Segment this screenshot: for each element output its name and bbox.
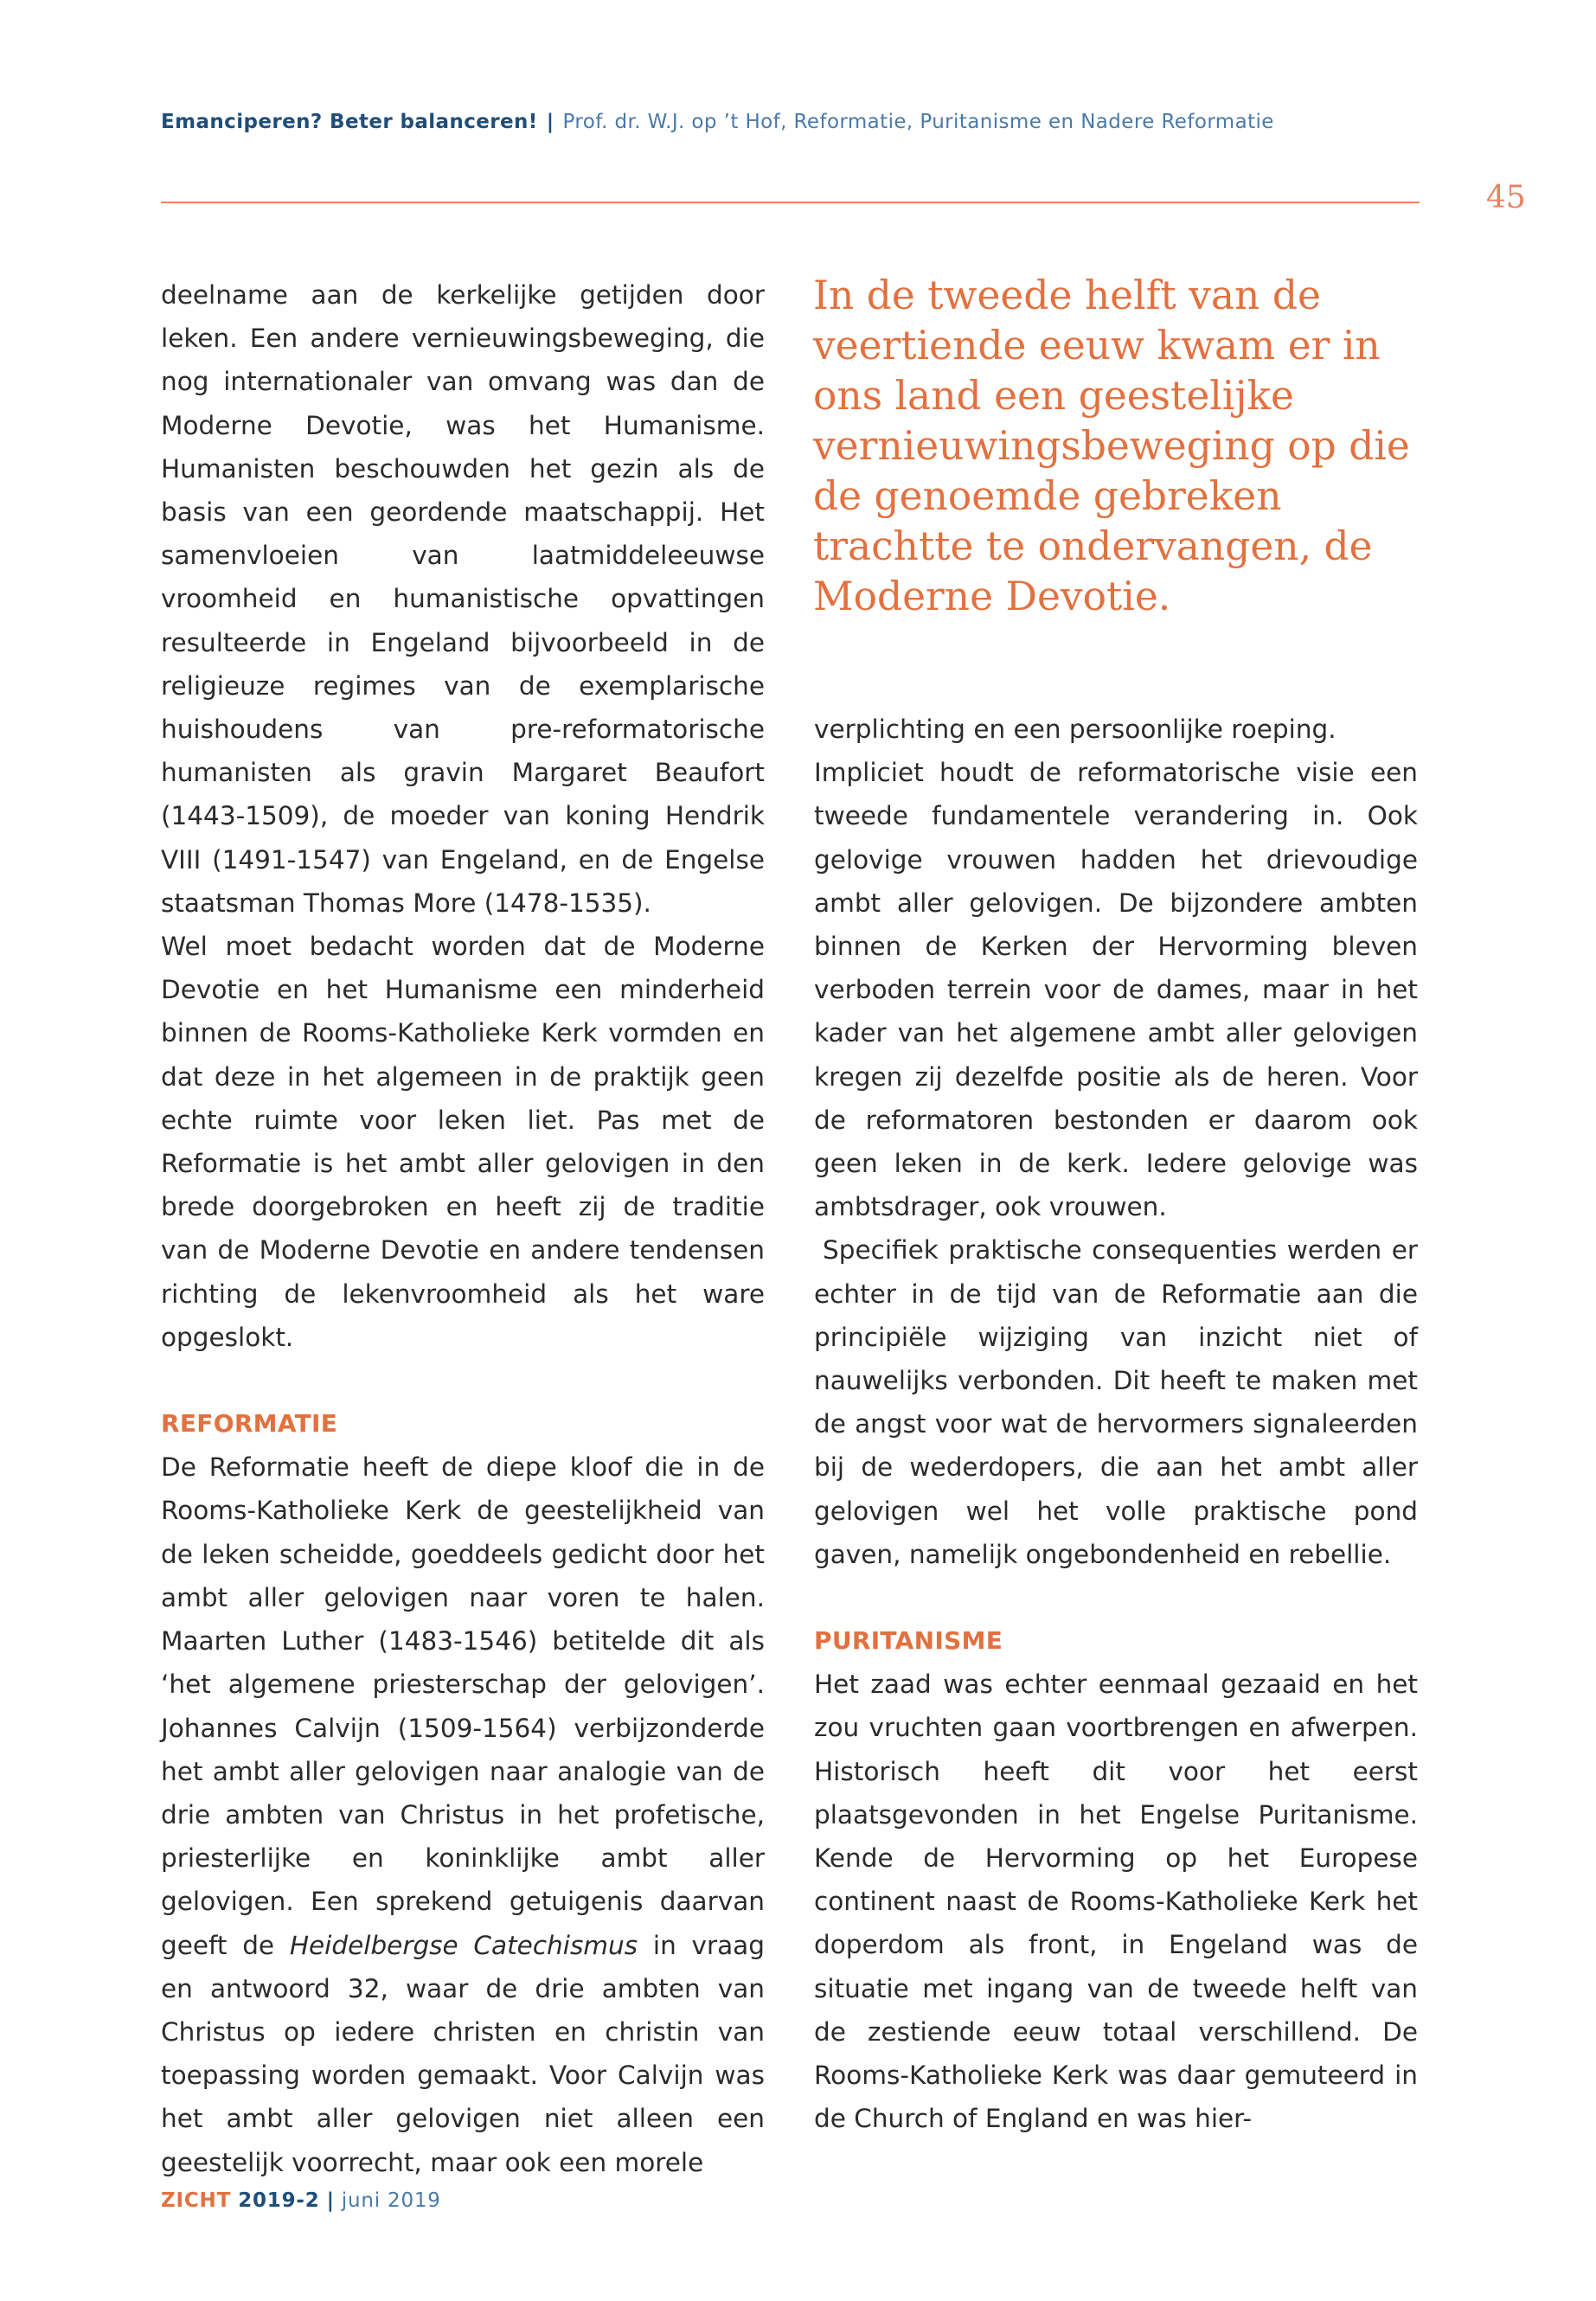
header-separator: | xyxy=(546,111,554,133)
left-paragraph-3-part-a: De Reformatie heeft de diepe kloof die in de Rooms-Katholieke Kerk de geestelijkheid van de leken scheidde, goeddeels gedicht door het ambt aller gelovigen naar voren te halen. Maarten Luther (1483-1546) betitelde dit als ‘het algemene priesterschap der gelovigen’. Johannes Calvijn (1509-1564) verbijzonderde het ambt aller gelovigen naar analogie van de drie ambten van Christus in het profetische, priesterlijke en koninklijke ambt aller gelovigen. Een sprekend getuigenis daarvan geeft de xyxy=(161,1452,765,1960)
issue-number: 2019-2 xyxy=(238,2189,320,2212)
article-author-title: Prof. dr. W.J. op ’t Hof, Reformatie, Puritanisme en Nadere Reformatie xyxy=(562,111,1274,133)
header-rule xyxy=(161,202,1420,203)
catechism-title: Heidelbergse Catechismus xyxy=(289,1930,638,1960)
right-paragraph-2: Impliciet houdt de reformatorische visie een tweede fundamentele verandering in. Ook gelovige vrouwen hadden het drievoudige ambt aller gelovigen. De bijzondere ambten binnen de Kerken der Hervorming bleven verboden terrein voor de dames, maar in het kader van het algemene ambt aller gelovigen kregen zij dezelfde positie als de heren. Voor de reformatoren bestonden er daarom ook geen leken in de kerk. Iedere gelovige was ambtsdrager, ook vrouwen. xyxy=(814,758,1418,1222)
right-paragraph-1: verplichting en een persoonlijke roeping. xyxy=(814,715,1336,744)
right-paragraph-4: Het zaad was echter eenmaal gezaaid en het zou vruchten gaan voortbrengen en afwerpen. Historisch heeft dit voor het eerst plaatsgevonden in het Engelse Puritanisme. Kende de Hervorming op het Europese continent naast de Rooms-Katholieke Kerk het doperdom als front, in Engeland was de situatie met ingang van de tweede helft van de zestiende eeuw totaal verschillend. De Rooms-Katholieke Kerk was daar gemuteerd in de Church of England en was hier- xyxy=(814,1670,1418,2134)
magazine-name: ZICHT xyxy=(161,2189,232,2212)
left-paragraph-3 xyxy=(161,1445,765,2183)
section-heading-reformatie: REFORMATIE xyxy=(161,1409,338,1439)
footer-separator: | xyxy=(326,2189,335,2212)
left-paragraph-2: Wel moet bedacht worden dat de Moderne Devotie en het Humanisme een minderheid binnen de Rooms-Katholieke Kerk vormden en dat deze in het algemeen in de praktijk geen echte ruimte voor leken liet. Pas met de Reformatie is het ambt aller gelovigen in den brede doorgebroken en heeft zij de traditie van de Moderne Devotie en andere tendensen richting de lekenvroomheid als het ware opgeslokt. xyxy=(161,932,765,1352)
issue-date: juni 2019 xyxy=(341,2189,441,2212)
series-title: Emanciperen? Beter balanceren! xyxy=(161,111,538,133)
left-paragraph-1: deelname aan de kerkelijke getijden door leken. Een andere vernieuwingsbeweging, die nog internationaler van omvang was dan de Moderne Devotie, was het Humanisme. Humanisten beschouwden het gezin als de basis van een geordende maatschappij. Het samenvloeien van laatmiddeleeuwse vroomheid en humanistische opvattingen resulteerde in Engeland bijvoorbeeld in de religieuze regimes van de exemplarische huishoudens van pre-reformatorische humanisten als gravin Margaret Beaufort (1443-1509), de moeder van koning Hendrik VIII (1491-1547) van Engeland, en de Engelse staatsman Thomas More (1478-1535). xyxy=(161,280,765,918)
page-number: 45 xyxy=(1486,180,1526,215)
section-heading-puritanisme: PURITANISME xyxy=(814,1626,1003,1656)
right-column xyxy=(814,708,1418,2141)
running-footer xyxy=(161,2189,441,2212)
left-column xyxy=(161,273,765,2184)
right-paragraph-3: Specifiek praktische consequenties werden er echter in de tijd van de Reformatie aan die principiële wijziging van inzicht niet of nauwelijks verbonden. Dit heeft te maken met de angst voor wat de hervormers signaleerden bij de wederdopers, die aan het ambt aller gelovigen wel het volle praktische pond gaven, namelijk ongebondenheid en rebellie. xyxy=(814,1235,1418,1569)
left-paragraph-3-part-b: in vraag en antwoord 32, waar de drie ambten van Christus op iedere christen en christin van toepassing worden gemaakt. Voor Calvijn was het ambt aller gelovigen niet alleen een geestelijk voorrecht, maar ook een morele xyxy=(161,1930,765,2177)
running-header xyxy=(161,111,1424,133)
pull-quote: In de tweede helft van de veertiende eeuw kwam er in ons land een geestelijke vernieuwingsbeweging op die de genoemde gebreken trachtte te ondervangen, de Moderne Devotie. xyxy=(813,272,1410,619)
